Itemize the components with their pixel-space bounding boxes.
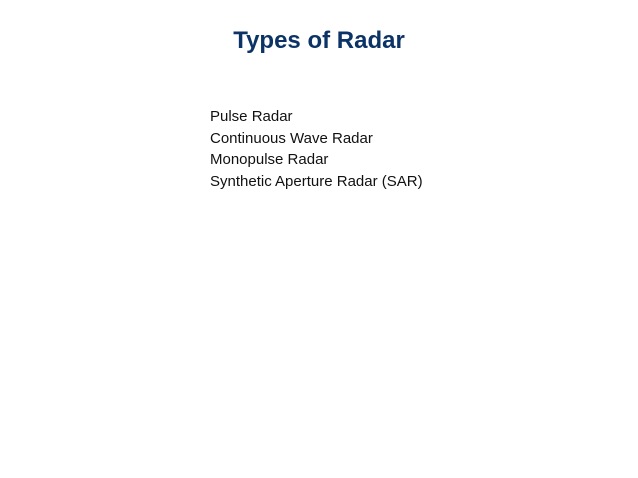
slide-title: Types of Radar [233,27,405,54]
radar-types-list [210,106,423,192]
list-item-pulse-radar: Pulse Radar [210,108,293,125]
list-item-continuous-wave-radar: Continuous Wave Radar [210,129,373,147]
list-item-monopulse-radar: Monopulse Radar [210,151,329,168]
list-item-synthetic-aperture-radar: Synthetic Aperture Radar (SAR) [210,172,423,190]
